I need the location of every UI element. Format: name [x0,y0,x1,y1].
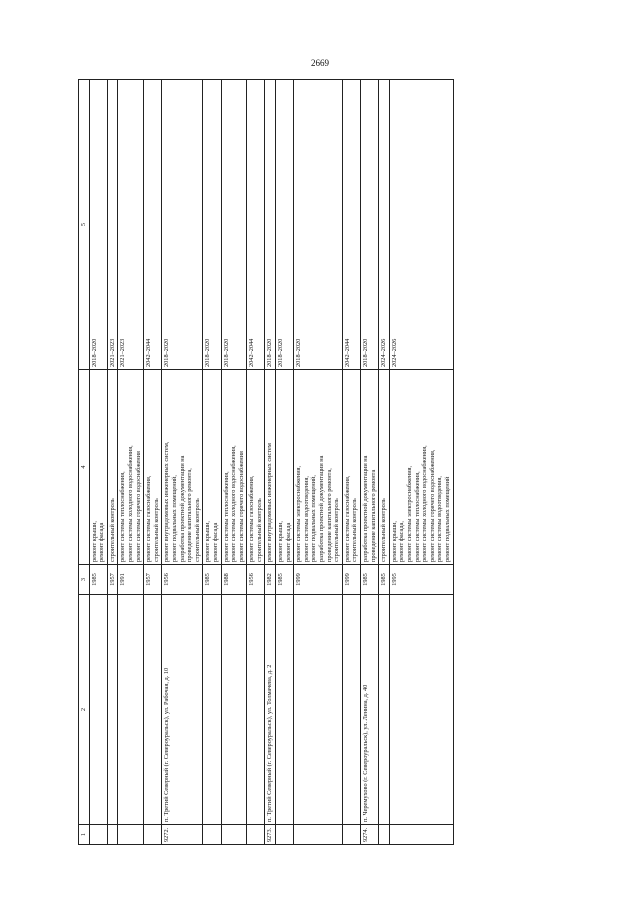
row-number-cell [144,825,162,845]
year-cell: 1985 [379,565,390,595]
table-row [203,80,221,845]
year-cell: 1956 [247,565,265,595]
year-cell: 1985 [89,565,107,595]
address-cell: п. Третий Северный (г. Североуральск), ул. Рабочая, д. 10 [162,595,203,825]
year-cell: 1999 [294,565,343,595]
work-description-cell: ремонт внутридомовых инженерных систем, ремонт подвальных помещений, разработка проектной документации на проведение капитального ремонта, строительный контроль [162,370,203,565]
row-number-cell [89,825,107,845]
header-row [79,80,90,845]
address-cell [203,595,221,825]
work-description-cell: ремонт системы газоснабжения, строительный контроль [342,370,360,565]
page-number: 2669 [311,58,329,68]
address-cell [118,595,144,825]
table-row [247,80,265,845]
work-description-cell: ремонт системы теплоснабжения, ремонт системы холодного водоснабжения, ремонт системы горячего водоснабжения [118,370,144,565]
year-cell: 1956 [162,565,203,595]
work-description-cell: ремонт крыши, ремонт фасада [276,370,294,565]
table-body [89,80,453,845]
address-cell [89,595,107,825]
table-row [379,80,390,845]
work-description-cell: ремонт крыши, ремонт фасада [89,370,107,565]
address-cell [107,595,118,825]
address-cell [144,595,162,825]
period-cell: 2042–2044 [247,80,265,370]
period-cell: 2042–2044 [342,80,360,370]
row-number-cell [276,825,294,845]
year-cell: 1995 [389,565,453,595]
year-cell: 1985 [276,565,294,595]
year-cell: 1985 [361,565,379,595]
address-cell [389,595,453,825]
period-cell: 2018–2020 [162,80,203,370]
work-description-cell: разработка проектной документации на проведение капитального ремонта [361,370,379,565]
address-cell [276,595,294,825]
year-cell: 1999 [342,565,360,595]
address-cell [342,595,360,825]
table-row [221,80,247,845]
column-header-5: 5 [79,80,90,370]
table-row [118,80,144,845]
period-cell: 2024–2026 [379,80,390,370]
year-cell: 1957 [144,565,162,595]
period-cell: 2021–2023 [107,80,118,370]
row-number-cell [294,825,343,845]
work-description-cell: ремонт системы газоснабжения, строительный контроль [247,370,265,565]
table-row [294,80,343,845]
row-number-cell: 9274. [361,825,379,845]
row-number-cell [203,825,221,845]
work-description-cell: строительный контроль [107,370,118,565]
table-row [276,80,294,845]
table-row [89,80,107,845]
work-description-cell: ремонт внутридомовых инженерных систем [265,370,276,565]
table-row [342,80,360,845]
address-cell [379,595,390,825]
period-cell: 2018–2020 [221,80,247,370]
column-header-3: 3 [79,565,90,595]
work-description-cell: ремонт системы теплоснабжения, ремонт системы холодного водоснабжения, ремонт системы горячего водоснабжения [221,370,247,565]
column-header-2: 2 [79,595,90,825]
address-cell [221,595,247,825]
period-cell: 2042–2044 [144,80,162,370]
work-description-cell: строительный контроль [379,370,390,565]
column-header-1: 1 [79,825,90,845]
work-description-cell: ремонт крыши, ремонт фасада, ремонт системы электроснабжения, ремонт системы теплоснабжения, ремонт системы холодного водоснабжения, ремонт системы горячего водоснабжения, ремонт системы водоотведения, ремонт подвальных помещений [389,370,453,565]
row-number-cell [379,825,390,845]
column-header-4: 4 [79,370,90,565]
table-row [107,80,118,845]
rotated-table-frame [78,80,588,845]
period-cell: 2018–2020 [89,80,107,370]
table-row [361,80,379,845]
row-number-cell [342,825,360,845]
row-number-cell [389,825,453,845]
row-number-cell: 9272. [162,825,203,845]
year-cell: 1985 [203,565,221,595]
row-number-cell [247,825,265,845]
row-number-cell [221,825,247,845]
work-description-cell: ремонт системы электроснабжения, ремонт системы водоотведения, ремонт подвальных помещений, разработка проектной документации на проведение капитального ремонта, строительный контроль [294,370,343,565]
address-cell [247,595,265,825]
address-cell: п. Третий Северный (г. Североуральск), ул. Толмачева, д. 2 [265,595,276,825]
table-row [265,80,276,845]
row-number-cell: 9273. [265,825,276,845]
period-cell: 2018–2020 [203,80,221,370]
year-cell: 1957 [107,565,118,595]
row-number-cell [107,825,118,845]
period-cell: 2018–2020 [276,80,294,370]
table-row [144,80,162,845]
table-row [389,80,453,845]
row-number-cell [118,825,144,845]
year-cell: 1988 [221,565,247,595]
address-cell [294,595,343,825]
address-cell: п. Черемухово (г. Североуральск), ул. Ленина, д. 40 [361,595,379,825]
period-cell: 2018–2020 [361,80,379,370]
work-description-cell: ремонт системы газоснабжения, строительный контроль [144,370,162,565]
year-cell: 1982 [265,565,276,595]
period-cell: 2018–2020 [265,80,276,370]
period-cell: 2021–2023 [118,80,144,370]
table-row [162,80,203,845]
year-cell: 1991 [118,565,144,595]
period-cell: 2024–2026 [389,80,453,370]
work-description-cell: ремонт крыши, ремонт фасада [203,370,221,565]
repair-schedule-table [78,79,454,845]
period-cell: 2018–2020 [294,80,343,370]
